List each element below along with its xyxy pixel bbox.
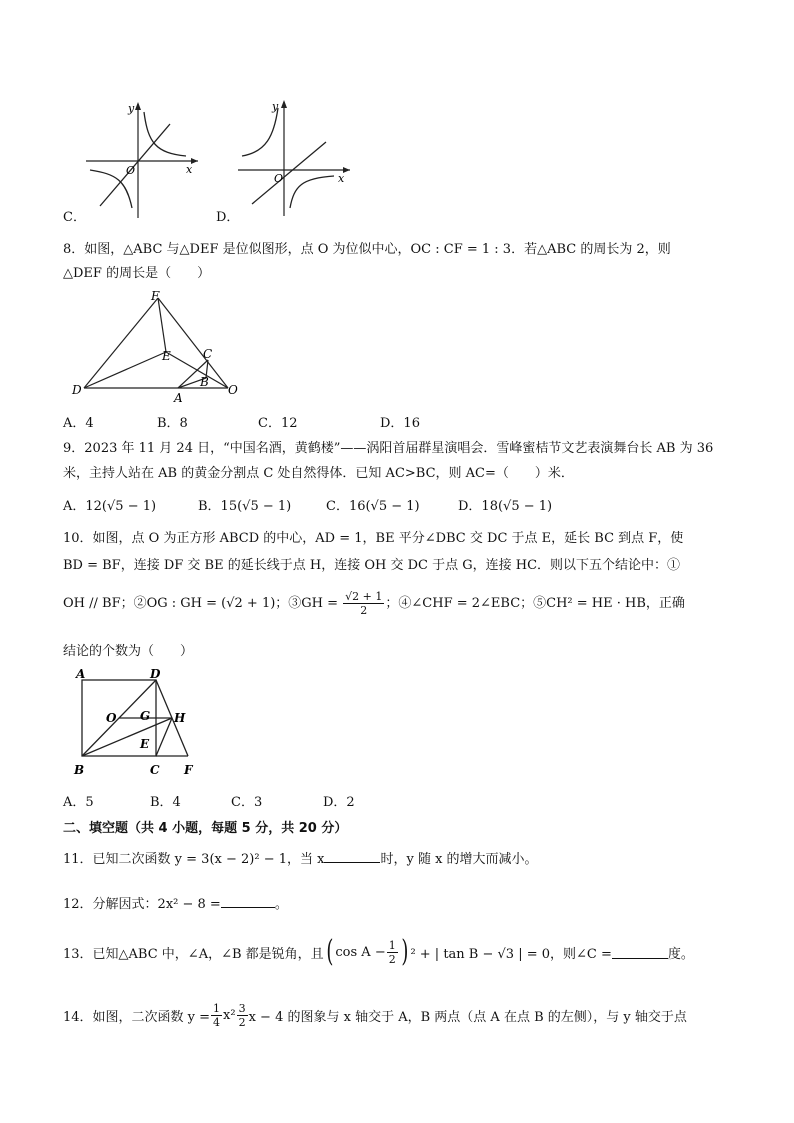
q14-fraction-1-numerator: 1 <box>213 1001 221 1015</box>
q10-figure <box>70 666 200 782</box>
q13-left-paren: ( <box>326 934 334 969</box>
graph-c-x-label: x <box>186 163 193 176</box>
option-d-label: D． <box>216 210 240 225</box>
q10-fraction-denominator: 2 <box>360 604 368 617</box>
q10-line3-part2: ；④∠CHF = 2∠EBC；⑤CH² = HE · HB，正确 <box>385 596 685 611</box>
q8-label-b: B <box>200 375 209 389</box>
q10-stem-line1: 10．如图，点 O 为正方形 ABCD 的中心，AD = 1，BE 平分∠DBC 交 DC 于点 E，延长 BC 到点 F，使 <box>63 531 684 546</box>
q8-label-f: F <box>151 289 160 303</box>
q13-fraction-denominator: 2 <box>388 952 396 966</box>
q10-stem-line2: BD = BF，连接 DF 交 BE 的延长线于点 H，连接 OH 交 DC 于点 G，连接 HC．则以下五个结论中：① <box>63 558 681 573</box>
q14-fraction-2-numerator: 3 <box>238 1001 246 1015</box>
q14-fraction-1-denominator: 4 <box>213 1015 221 1029</box>
q14-part1: 14．如图，二次函数 y = <box>63 1009 211 1025</box>
q10-label-f: F <box>184 763 193 777</box>
q8-stem-line1: 8．如图，△ABC 与△DEF 是位似图形，点 O 为位似中心，OC : CF = 1 : 3．若△ABC 的周长为 2，则 <box>63 242 671 257</box>
q13-line <box>63 932 694 972</box>
q10-option-b: B．4 <box>150 795 181 810</box>
q8-label-o: O <box>228 383 238 397</box>
q12-part2: 。 <box>274 897 288 912</box>
q10-label-e: E <box>140 737 150 751</box>
graph-c-origin-label: O <box>126 164 136 177</box>
graph-d-origin-label: O <box>274 172 284 185</box>
section2-heading: 二、填空题（共 4 小题，每题 5 分，共 20 分） <box>63 821 348 836</box>
graph-d-y-label: y <box>272 100 279 113</box>
q9-stem-line1: 9．2023 年 11 月 24 日，“中国名酒，黄鹤楼”——涡阳首届群星演唱会．雪峰蜜桔节文艺表演舞台长 AB 为 36 <box>63 441 714 456</box>
q9-option-b: B．15(√5 − 1) <box>198 499 292 514</box>
q10-label-d: D <box>150 667 161 681</box>
q13-fraction <box>387 939 398 966</box>
q12-part1: 12．分解因式：2x² − 8 = <box>63 897 221 912</box>
q10-label-h: H <box>174 711 186 725</box>
graph-option-c <box>86 98 198 218</box>
q10-stem-line3 <box>63 590 685 617</box>
q9-stem-line2: 米，主持人站在 AB 的黄金分割点 C 处自然得体．已知 AC>BC，则 AC=（ ）米． <box>63 466 574 481</box>
q8-figure <box>70 286 250 404</box>
q8-stem-line2: △DEF 的周长是（ ） <box>63 266 211 281</box>
q8-label-e: E <box>162 349 171 363</box>
option-c-label: C． <box>63 210 86 225</box>
q10-fraction <box>343 590 384 617</box>
q8-label-a: A <box>174 391 183 404</box>
q8-option-a: A．4 <box>63 416 94 431</box>
graph-c-y-label: y <box>128 102 135 115</box>
q14-fraction-1 <box>211 1002 222 1029</box>
q12-line <box>63 893 288 912</box>
q13-answer-blank[interactable] <box>612 946 668 959</box>
q14-fraction-2 <box>237 1002 248 1029</box>
q14-line <box>63 998 687 1032</box>
q11-part2: 时，y 随 x 的增大而减小。 <box>380 852 538 867</box>
q13-part2: ² + | tan B − √3 | = 0，则∠C = <box>410 946 612 962</box>
q10-option-d: D．2 <box>323 795 355 810</box>
q8-label-c: C <box>203 347 213 361</box>
graph-option-d <box>238 96 350 216</box>
q8-option-b: B．8 <box>157 416 188 431</box>
q9-option-a: A．12(√5 − 1) <box>63 499 157 514</box>
q11-answer-blank[interactable] <box>324 850 380 863</box>
q10-option-c: C．3 <box>231 795 263 810</box>
q11-part1: 11．已知二次函数 y = 3(x − 2)² − 1，当 x <box>63 852 325 867</box>
q8-label-d: D <box>72 383 82 397</box>
q10-option-a: A．5 <box>63 795 94 810</box>
q10-stem-line4: 结论的个数为（ ） <box>63 644 194 659</box>
q10-fraction-numerator: √2 + 1 <box>345 590 383 603</box>
q10-label-c: C <box>150 763 160 777</box>
q13-cos: cos A − <box>335 944 386 960</box>
q10-label-a: A <box>76 667 86 681</box>
q11-line <box>63 848 538 867</box>
q13-right-paren: ) <box>401 934 409 969</box>
q14-mid: x² <box>223 1007 236 1023</box>
q8-option-c: C．12 <box>258 416 298 431</box>
q12-answer-blank[interactable] <box>221 895 275 908</box>
q10-label-g: G <box>140 709 151 723</box>
graph-d-x-label: x <box>338 172 345 185</box>
q10-line3-part1: OH // BF；②OG : GH = (√2 + 1)；③GH = <box>63 596 343 611</box>
q9-option-d: D．18(√5 − 1) <box>458 499 553 514</box>
q13-part3: 度。 <box>667 946 694 962</box>
q10-label-b: B <box>74 763 85 777</box>
q13-part1: 13．已知△ABC 中，∠A，∠B 都是锐角，且 <box>63 946 324 962</box>
q8-option-d: D．16 <box>380 416 420 431</box>
q14-part2: x − 4 的图象与 x 轴交于 A，B 两点（点 A 在点 B 的左侧），与 y 轴交于点 <box>248 1009 687 1025</box>
q10-label-o: O <box>106 711 117 725</box>
q14-fraction-2-denominator: 2 <box>238 1015 246 1029</box>
q13-fraction-numerator: 1 <box>388 938 396 952</box>
q9-option-c: C．16(√5 − 1) <box>326 499 420 514</box>
